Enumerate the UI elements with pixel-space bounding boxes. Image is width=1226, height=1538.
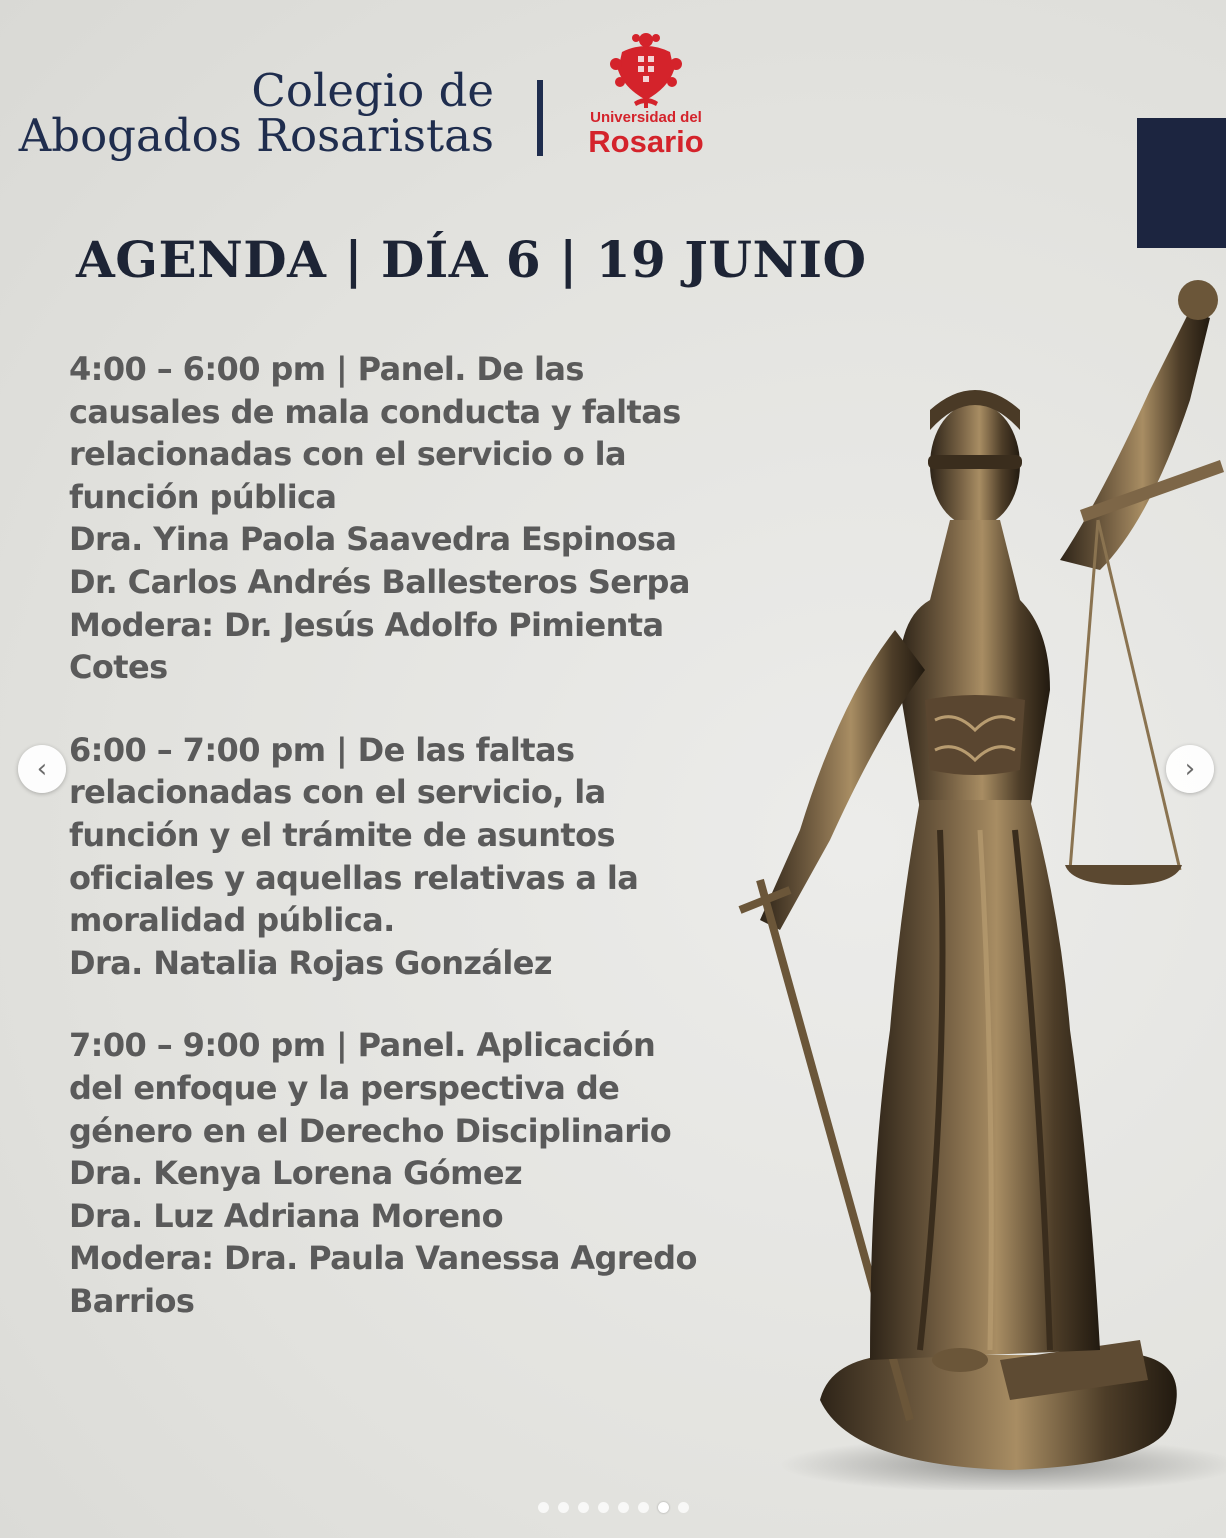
- org-name-line1: Colegio de: [251, 64, 494, 117]
- session-line: relacionadas con el servicio, la: [69, 773, 606, 812]
- agenda-session: [69, 348, 739, 689]
- chevron-left-icon: ‹: [36, 754, 48, 784]
- decorative-navy-block: [1137, 118, 1226, 248]
- org-name-line2: Abogados Rosaristas: [18, 109, 494, 162]
- carousel-dot[interactable]: [558, 1502, 569, 1513]
- carousel-prev-button[interactable]: [18, 745, 66, 793]
- carousel-dot[interactable]: [538, 1502, 549, 1513]
- session-line: función pública: [69, 477, 337, 516]
- logo-divider: [537, 80, 543, 156]
- moderator-line: Modera: Dra. Paula Vanessa Agredo: [69, 1239, 697, 1278]
- moderator-line: Modera: Dr. Jesús Adolfo Pimienta: [69, 605, 664, 644]
- lady-justice-statue-image: [720, 270, 1226, 1490]
- session-line: género en el Derecho Disciplinario: [69, 1111, 672, 1150]
- coat-of-arms-icon: [608, 30, 684, 108]
- moderator-line: Cotes: [69, 648, 168, 687]
- carousel-dot[interactable]: [598, 1502, 609, 1513]
- agenda-list: [69, 348, 739, 1322]
- session-line: del enfoque y la perspectiva de: [69, 1068, 620, 1107]
- carousel-dot-active[interactable]: [658, 1502, 669, 1513]
- speaker-line: Dr. Carlos Andrés Ballesteros Serpa: [69, 562, 690, 601]
- speaker-line: Dra. Kenya Lorena Gómez: [69, 1154, 523, 1193]
- carousel-dot[interactable]: [638, 1502, 649, 1513]
- session-line: oficiales y aquellas relativas a la: [69, 858, 639, 897]
- speaker-line: Dra. Natalia Rojas González: [69, 943, 552, 982]
- carousel-next-button[interactable]: [1166, 745, 1214, 793]
- session-line: 7:00 – 9:00 pm | Panel. Aplicación: [69, 1026, 656, 1065]
- speaker-line: Dra. Yina Paola Saavedra Espinosa: [69, 520, 677, 559]
- session-line: función y el trámite de asuntos: [69, 815, 615, 854]
- session-line: 4:00 – 6:00 pm | Panel. De las: [69, 350, 584, 388]
- chevron-right-icon: ›: [1184, 754, 1196, 784]
- agenda-title: AGENDA | DÍA 6 | 19 JUNIO: [76, 230, 867, 289]
- agenda-session: [69, 729, 739, 985]
- carousel-dot[interactable]: [578, 1502, 589, 1513]
- carousel-dot[interactable]: [678, 1502, 689, 1513]
- universidad-rosario-logo: [585, 30, 707, 165]
- session-line: relacionadas con el servicio o la: [69, 435, 627, 474]
- moderator-line: Barrios: [69, 1281, 195, 1320]
- carousel-indicator: [538, 1502, 689, 1513]
- session-line: moralidad pública.: [69, 901, 395, 940]
- speaker-line: Dra. Luz Adriana Moreno: [69, 1196, 503, 1235]
- session-line: causales de mala conducta y faltas: [69, 392, 681, 431]
- agenda-session: [69, 1024, 739, 1322]
- university-name-line1: Universidad del: [590, 109, 702, 126]
- university-name-line2: Rosario: [588, 124, 704, 159]
- session-line: 6:00 – 7:00 pm | De las faltas: [69, 730, 575, 769]
- colegio-logo: [8, 64, 494, 162]
- carousel-dot[interactable]: [618, 1502, 629, 1513]
